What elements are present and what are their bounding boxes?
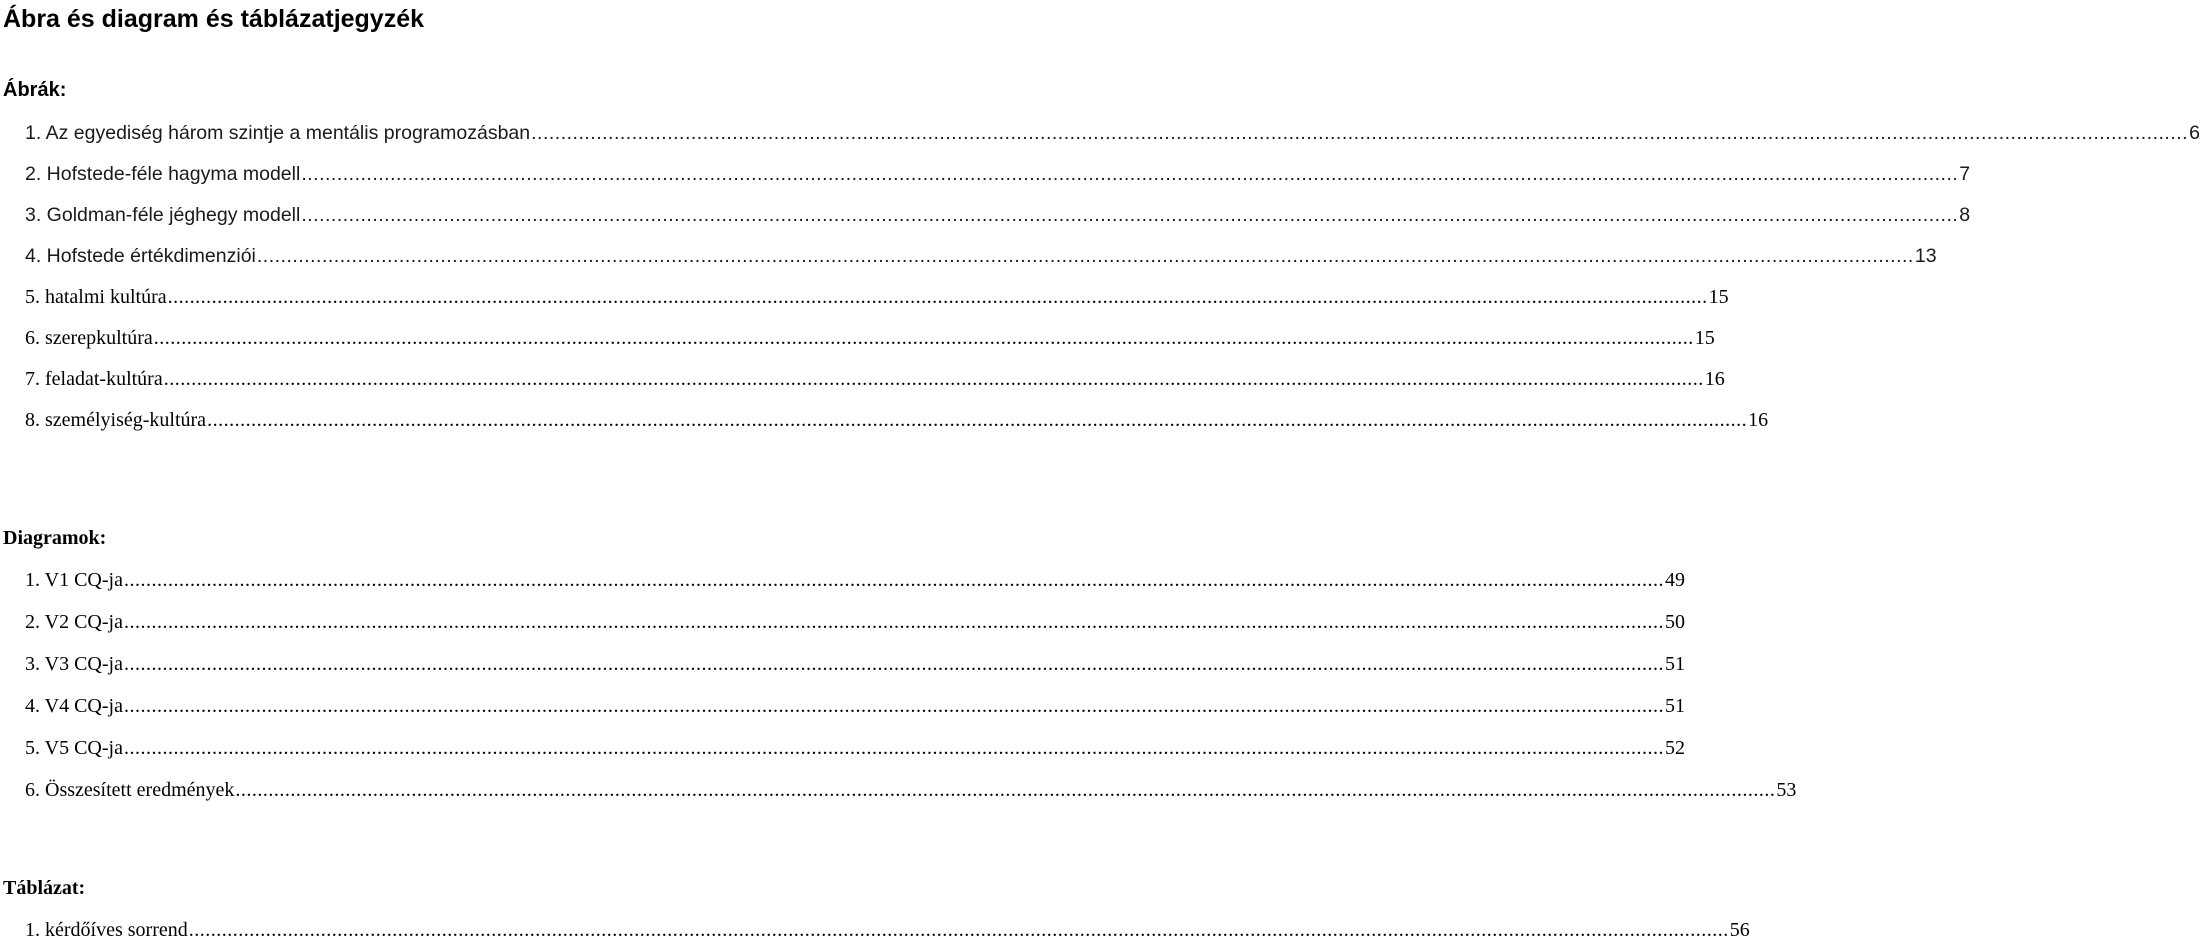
- diagrams-heading: Diagramok:: [3, 527, 107, 549]
- entry-label: 5. hatalmi kultúra: [25, 286, 167, 308]
- toc-entry[interactable]: [25, 326, 1715, 367]
- toc-entry[interactable]: [25, 121, 2200, 162]
- entry-page: 16: [1704, 368, 1725, 390]
- toc-entry[interactable]: [25, 652, 1685, 694]
- entry-label: 4. V4 CQ-ja: [25, 695, 123, 717]
- entry-page: 8: [1959, 204, 1971, 226]
- entry-label: 1. kérdőíves sorrend: [25, 919, 188, 941]
- toc-entry[interactable]: [25, 244, 1937, 285]
- toc-entry[interactable]: [25, 694, 1685, 736]
- entry-label: 3. V3 CQ-ja: [25, 653, 123, 675]
- entry-label: 4. Hofstede értékdimenziói: [25, 245, 256, 267]
- entry-page: 50: [1664, 611, 1685, 633]
- entry-label: 1. Az egyediség három szintje a mentális programozásban: [25, 122, 531, 144]
- entry-leader: [257, 244, 1914, 268]
- entry-leader: [124, 652, 1664, 676]
- entry-label: 5. V5 CQ-ja: [25, 737, 123, 759]
- entry-page: 51: [1664, 695, 1685, 717]
- entry-label: 8. személyiség-kultúra: [25, 409, 207, 431]
- entry-page: 49: [1664, 569, 1685, 591]
- toc-entry[interactable]: [25, 367, 1725, 408]
- entry-page: 15: [1708, 286, 1729, 308]
- entry-leader: [124, 568, 1664, 592]
- entry-leader: [301, 203, 1958, 227]
- toc-entry[interactable]: [25, 203, 1971, 244]
- figures-list: [25, 121, 2200, 449]
- entry-label: 2. Hofstede-féle hagyma modell: [25, 163, 301, 185]
- toc-entry[interactable]: [25, 162, 1971, 203]
- entry-leader: [154, 326, 1694, 350]
- entry-page: 6: [2189, 122, 2200, 144]
- entry-page: 53: [1776, 779, 1797, 801]
- entry-label: 3. Goldman-féle jéghegy modell: [25, 204, 301, 226]
- toc-entry[interactable]: [25, 285, 1729, 326]
- entry-leader: [168, 285, 1708, 309]
- tables-list: [25, 918, 1750, 943]
- toc-entry[interactable]: [25, 408, 1769, 449]
- entry-leader: [301, 162, 1958, 186]
- entry-leader: [207, 408, 1747, 432]
- entry-leader: [124, 610, 1664, 634]
- entry-leader: [531, 121, 2188, 145]
- entry-leader: [124, 736, 1664, 760]
- figures-heading: Ábrák:: [3, 79, 67, 101]
- entry-leader: [164, 367, 1704, 391]
- toc-entry[interactable]: [25, 918, 1750, 943]
- entry-page: 13: [1914, 245, 1937, 267]
- entry-label: 6. Összesített eredmények: [25, 779, 235, 801]
- entry-label: 1. V1 CQ-ja: [25, 569, 123, 591]
- entry-label: 6. szerepkultúra: [25, 327, 153, 349]
- entry-leader: [235, 778, 1775, 802]
- entry-page: 52: [1664, 737, 1685, 759]
- entry-page: 7: [1959, 163, 1971, 185]
- entry-leader: [189, 918, 1729, 942]
- page-title: Ábra és diagram és táblázatjegyzék: [3, 5, 425, 33]
- toc-entry[interactable]: [25, 736, 1685, 778]
- toc-entry[interactable]: [25, 610, 1685, 652]
- diagrams-list: [25, 568, 1797, 820]
- entry-page: 51: [1664, 653, 1685, 675]
- toc-entry[interactable]: [25, 568, 1685, 610]
- tables-heading: Táblázat:: [3, 877, 86, 899]
- entry-label: 7. feladat-kultúra: [25, 368, 163, 390]
- entry-label: 2. V2 CQ-ja: [25, 611, 123, 633]
- entry-leader: [124, 694, 1664, 718]
- entry-page: 16: [1748, 409, 1769, 431]
- entry-page: 56: [1729, 919, 1750, 941]
- toc-entry[interactable]: [25, 778, 1797, 820]
- entry-page: 15: [1694, 327, 1715, 349]
